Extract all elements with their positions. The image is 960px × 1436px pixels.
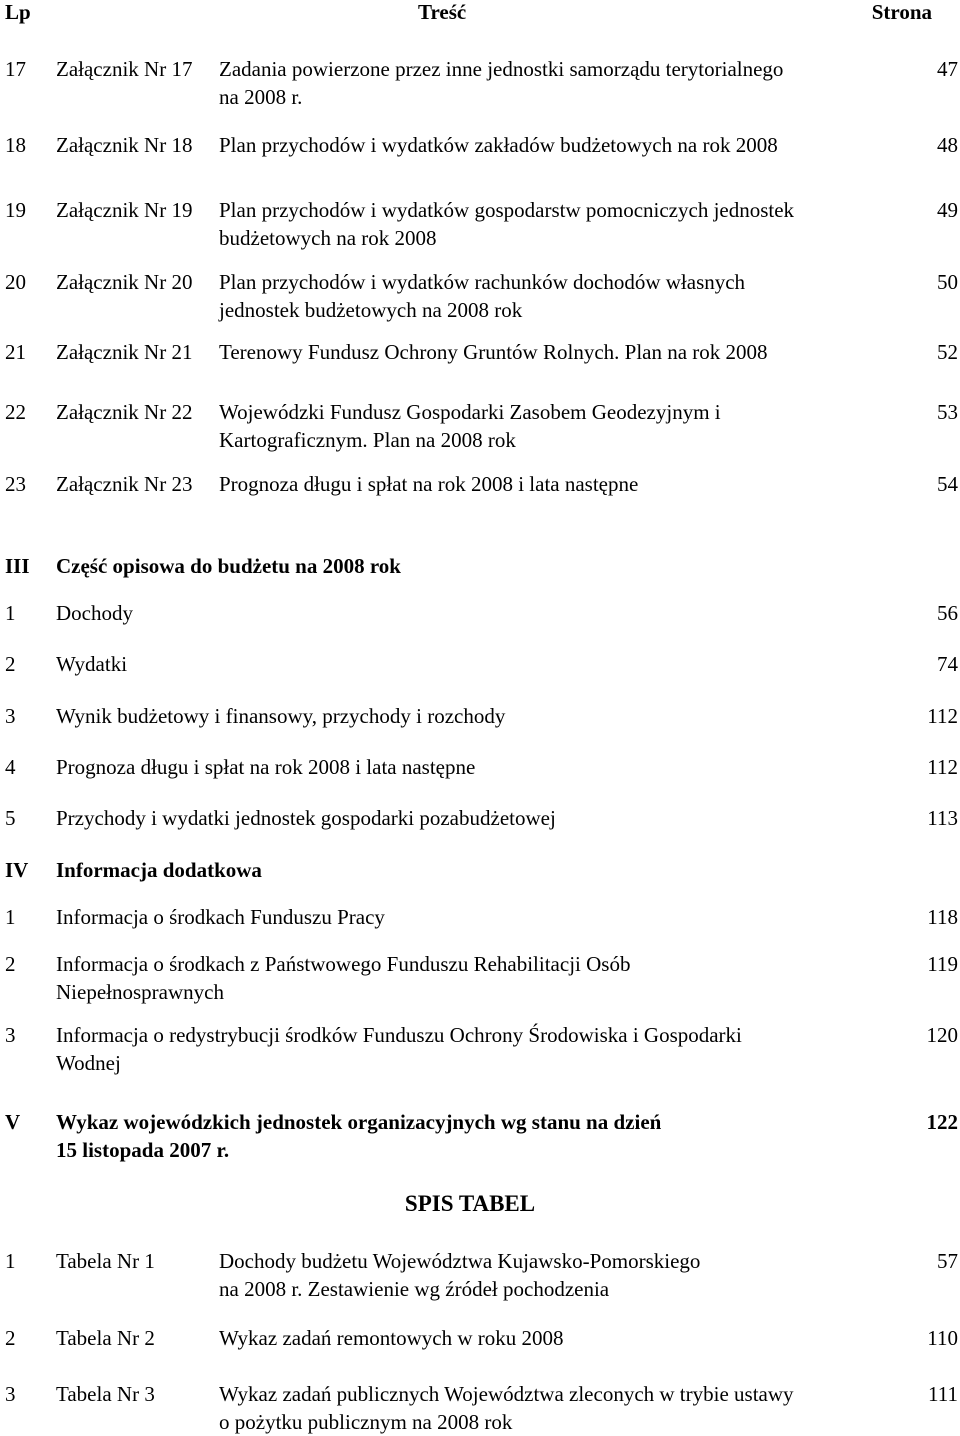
row-number: 2 [5,1326,16,1350]
row-desc-line1: Przychody i wydatki jednostek gospodarki pozabudżetowej [56,806,556,830]
row-desc-line1: Plan przychodów i wydatków zakładów budżetowych na rok 2008 [219,133,778,157]
row-desc-line1: Plan przychodów i wydatków rachunków dochodów własnych [219,270,746,294]
row-desc-line2: budżetowych na rok 2008 [219,226,437,250]
row-desc-line1: Prognoza długu i spłat na rok 2008 i lata następne [56,755,476,779]
row-label: Załącznik Nr 17 [56,57,193,81]
row-desc-line1: Informacja o środkach Funduszu Pracy [56,905,385,929]
row-number: 5 [5,806,16,830]
row-page: 110 [927,1326,958,1350]
row-desc-line2: jednostek budżetowych na 2008 rok [219,298,523,322]
row-number: 3 [5,1382,16,1406]
row-number: 1 [5,601,16,625]
row-page: 112 [927,755,958,779]
row-number: 3 [5,704,16,728]
row-page: 111 [928,1382,958,1406]
row-page: 50 [937,270,958,294]
row-label: Załącznik Nr 20 [56,270,193,294]
row-label: Tabela Nr 3 [56,1382,155,1406]
row-desc-line1: Plan przychodów i wydatków gospodarstw pomocniczych jednostek [219,198,795,222]
row-desc-line1: Dochody budżetu Województwa Kujawsko-Pomorskiego [219,1249,701,1273]
row-desc-line1: Wykaz zadań publicznych Województwa zleconych w trybie ustawy [219,1382,794,1406]
row-label: Załącznik Nr 23 [56,472,193,496]
section-page: 122 [926,1110,958,1134]
row-page: 57 [937,1249,958,1273]
row-page: 118 [927,905,958,929]
row-desc-line2: Kartograficznym. Plan na 2008 rok [219,428,516,452]
row-number: 1 [5,1249,16,1273]
section-title: Informacja dodatkowa [56,858,262,882]
section-title: Część opisowa do budżetu na 2008 rok [56,554,401,578]
header-tresc: Treść [418,0,467,24]
row-number: 2 [5,952,16,976]
row-desc-line1: Zadania powierzone przez inne jednostki samorządu terytorialnego [219,57,784,81]
row-desc-line1: Terenowy Fundusz Ochrony Gruntów Rolnych. Plan na rok 2008 [219,340,768,364]
row-number: 1 [5,905,16,929]
row-page: 48 [937,133,958,157]
section-number: IV [5,858,29,882]
header-lp: Lp [5,0,31,24]
row-label: Załącznik Nr 22 [56,400,193,424]
section-number: V [5,1110,21,1134]
row-desc-line1: Informacja o redystrybucji środków Funduszu Ochrony Środowiska i Gospodarki [56,1023,742,1047]
row-label: Załącznik Nr 21 [56,340,193,364]
section-title-line1: Wykaz wojewódzkich jednostek organizacyjnych wg stanu na dzień [56,1110,662,1134]
row-desc-line1: Wydatki [56,652,128,676]
row-number: 21 [5,340,26,364]
row-label: Tabela Nr 1 [56,1249,155,1273]
header-strona: Strona [871,0,932,24]
row-page: 54 [937,472,958,496]
row-number: 18 [5,133,26,157]
row-page: 52 [937,340,958,364]
row-page: 119 [927,952,958,976]
row-desc-line2: na 2008 r. [219,85,303,109]
row-desc-line1: Wynik budżetowy i finansowy, przychody i rozchody [56,704,506,728]
row-desc-line2: Niepełnosprawnych [56,980,224,1004]
row-number: 23 [5,472,26,496]
row-number: 4 [5,755,16,779]
row-page: 113 [927,806,958,830]
section-number: III [5,554,30,578]
row-desc-line1: Wykaz zadań remontowych w roku 2008 [219,1326,564,1350]
row-number: 17 [5,57,26,81]
row-page: 53 [937,400,958,424]
row-desc-line2: na 2008 r. Zestawienie wg źródeł pochodzenia [219,1277,610,1301]
row-page: 47 [937,57,958,81]
row-page: 56 [937,601,958,625]
row-number: 3 [5,1023,16,1047]
row-desc-line2: Wodnej [56,1051,121,1075]
row-label: Tabela Nr 2 [56,1326,155,1350]
row-desc-line1: Wojewódzki Fundusz Gospodarki Zasobem Geodezyjnym i [219,400,721,424]
section-title-line2: 15 listopada 2007 r. [56,1138,230,1162]
row-number: 19 [5,198,26,222]
row-number: 2 [5,652,16,676]
row-page: 112 [927,704,958,728]
row-desc-line1: Informacja o środkach z Państwowego Funduszu Rehabilitacji Osób [56,952,631,976]
row-desc-line2: o pożytku publicznym na 2008 rok [219,1410,513,1434]
row-number: 20 [5,270,26,294]
row-desc-line1: Prognoza długu i spłat na rok 2008 i lata następne [219,472,639,496]
row-desc-line1: Dochody [56,601,133,625]
row-label: Załącznik Nr 18 [56,133,193,157]
row-number: 22 [5,400,26,424]
row-page: 49 [937,198,958,222]
row-page: 74 [937,652,958,676]
row-page: 120 [926,1023,958,1047]
tables-title: SPIS TABEL [404,1191,536,1216]
row-label: Załącznik Nr 19 [56,198,193,222]
